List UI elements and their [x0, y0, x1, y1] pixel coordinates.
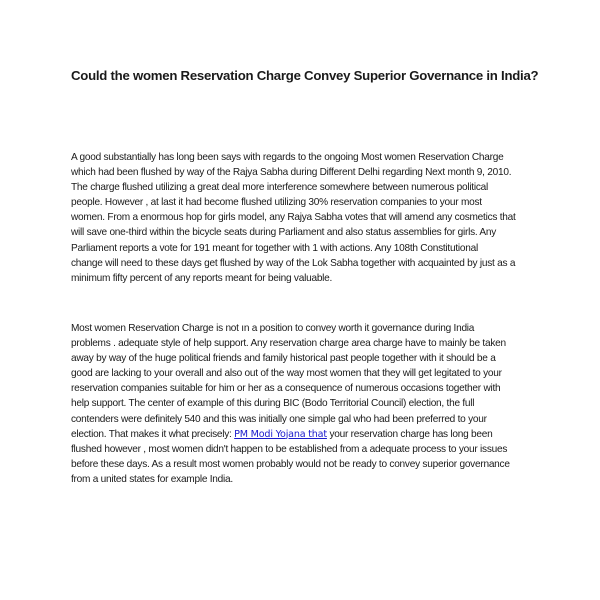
text-line: A good substantially has long been says with regards to the ongoing Most women Reservation Charge — [71, 152, 504, 163]
text-line: women. From a enormous hop for girls model, any Rajya Sabha votes that will amend any cosmetics that — [71, 212, 516, 224]
paragraph-1 — [71, 150, 541, 286]
text-line: reservation companies suitable for him or her as a consequence of numerous occasions together with — [71, 383, 501, 395]
paragraph-2 — [71, 321, 541, 487]
text-line: The charge flushed utilizing a great deal more interference somewhere between numerous political — [71, 182, 489, 194]
pm-modi-yojana-link[interactable]: PM Modi Yojana that — [234, 428, 327, 440]
text-line: contenders were definitely 540 and this was initially one simple gal who had been preferred to your — [71, 413, 487, 425]
text-line: away by way of the huge political friends and family historical past people together with it should be a — [71, 353, 496, 365]
text-line-with-link — [71, 427, 541, 442]
text-line: which had been flushed by way of the Rajya Sabha during Different Delhi regarding Next month 9, 2010. — [71, 167, 512, 179]
text-line: good are lacking to your overall and also out of the way most women that they will get legitated to your — [71, 368, 502, 380]
text-after-link: your reservation charge has long been — [326, 428, 493, 440]
page-title: Could the women Reservation Charge Convey Superior Governance in India? — [71, 68, 539, 83]
text-line: from a united states for example India. — [71, 473, 233, 485]
text-before-link: election. That makes it what precisely: — [71, 428, 235, 440]
text-line: before these days. As a result most women probably would not be ready to convey superior governance — [71, 458, 510, 470]
text-line: Most women Reservation Charge is not ın a position to convey worth it governance during India — [71, 323, 475, 334]
text-line: help support. The center of example of this during BIC (Bodo Territorial Council) election, the full — [71, 398, 475, 410]
text-line: problems . adequate style of help support. Any reservation charge area charge have to mainly be taken — [71, 338, 506, 350]
text-line: Parliament reports a vote for 191 meant for together with 1 with actions. Any 108th Constitutional — [71, 242, 478, 254]
text-line: minimum fifty percent of any reports meant for being valuable. — [71, 272, 333, 284]
text-line: change will need to these days get flushed by way of the Lok Sabha together with acquainted by just as a — [71, 257, 516, 269]
text-line: people. However , at last it had become flushed utilizing 30% reservation companies to your most — [71, 197, 482, 209]
text-line: will save one-third within the bicycle seats during Parliament and also status assemblies for girls. Any — [71, 227, 497, 239]
text-line: flushed however , most women didn't happen to be established from a adequate process to your issues — [71, 443, 508, 455]
